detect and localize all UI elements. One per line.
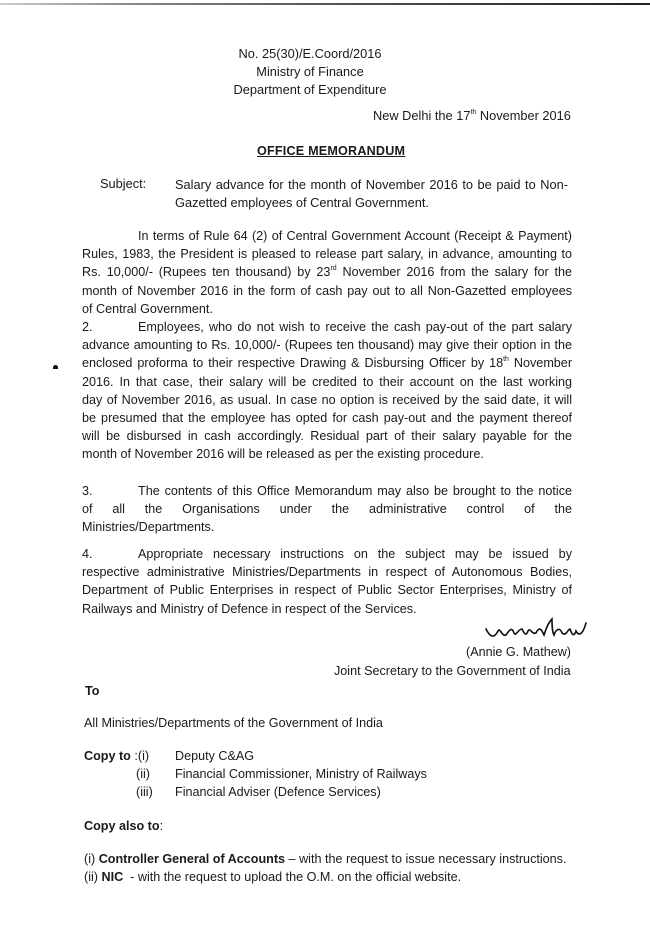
ministry-name: Ministry of Finance [256, 64, 364, 79]
para-text: The contents of this Office Memorandum may also be brought to the notice [138, 484, 572, 498]
copy-item-number: (ii) [84, 870, 102, 884]
to-label: To [85, 684, 100, 698]
copy-to-row [84, 749, 149, 763]
letterhead [230, 45, 390, 99]
para-line: Department of Public Enterprises in respect of Public Sector Enterprises, Ministry of [82, 583, 572, 598]
para-line: day of November 2016, as usual. In case no option is received by the said date, it will [82, 392, 572, 407]
handwritten-signature [482, 615, 592, 645]
para-text: In terms of Rule 64 (2) of Central Government Account (Receipt & Payment) [138, 229, 572, 243]
para-line [82, 227, 572, 245]
date-day: New Delhi the 17 [373, 108, 471, 123]
copy-also-to-heading [84, 819, 163, 833]
ordinal: rd [330, 265, 337, 273]
para-line: 2016. In that case, their salary will be credited to their account on the last working [82, 374, 572, 389]
issue-date [373, 108, 571, 123]
paragraph-3 [82, 482, 572, 537]
para-line: month of November 2016 will be released as per the existing procedure. [82, 447, 484, 462]
para-line: of Central Government. [82, 301, 213, 316]
paragraph-number: 2. [82, 320, 93, 334]
recipient-name: NIC [101, 870, 124, 884]
paragraph-2 [82, 318, 572, 464]
para-line: Rules, 1983, the President is pleased to release part salary, in advance, amounting to [82, 247, 572, 262]
para-line: month of November 2016 in the form of cash pay out to all Non-Gazetted employees [82, 283, 572, 298]
para-line: be presumed that the employee has opted for cash pay-out and the payment thereof [82, 411, 572, 426]
para-text: Rs. 10,000/- (Rupees ten thousand) by 23 [82, 265, 331, 280]
copy-also-to-separator: : [159, 819, 164, 833]
copy-item-number: (i) [137, 749, 150, 763]
addressee-line: All Ministries/Departments of the Government of India [84, 716, 383, 730]
subject-text: Salary advance for the month of November 2016 to be paid to Non-Gazetted employees of Central Government. [175, 177, 568, 210]
subject-label: Subject: [100, 176, 147, 191]
paragraph-4 [82, 545, 572, 618]
copy-to-item: Deputy C&AG [175, 749, 255, 763]
copy-to-item: Financial Commissioner, Ministry of Railways [175, 767, 427, 781]
copy-to-item: Financial Adviser (Defence Services) [175, 785, 381, 799]
copy-to-label: Copy to [84, 749, 131, 763]
department-name: Department of Expenditure [233, 82, 387, 97]
para-line [82, 482, 572, 500]
para-line [82, 545, 572, 563]
para-text: November [508, 356, 573, 371]
scan-top-edge [0, 3, 650, 5]
copy-also-to-label: Copy also to [84, 819, 160, 833]
signatory-designation: Joint Secretary to the Government of India [334, 664, 571, 678]
date-ordinal: th [470, 109, 477, 116]
para-line: respective administrative Ministries/Departments in respect of Autonomous Bodies, [82, 565, 572, 580]
para-line: will be disbursed in cash accordingly. Residual part of their salary payable for the [82, 429, 572, 444]
recipient-instruction: – with the request to issue necessary instructions. [285, 852, 567, 866]
ordinal: th [503, 356, 509, 364]
para-text: November 2016 from the salary for the [336, 265, 573, 280]
para-line [82, 318, 572, 336]
copy-also-to-item [84, 852, 566, 866]
recipient-name: Controller General of Accounts [98, 852, 286, 866]
punch-hole-mark [53, 365, 58, 369]
para-text: Employees, who do not wish to receive the cash pay-out of the part salary [138, 320, 572, 334]
para-line: of all the Organisations under the administrative control of the [82, 502, 572, 517]
copy-to-separator: : [130, 749, 138, 763]
paragraph-1 [82, 227, 572, 318]
copy-item-number: (iii) [136, 785, 153, 799]
copy-also-to-item [84, 870, 461, 884]
para-line: advance amounting to Rs. 10,000/- (Rupees ten thousand) may give their option in the [82, 338, 572, 353]
para-text: Appropriate necessary instructions on the subject may be issued by [138, 547, 572, 561]
reference-number: No. 25(30)/E.Coord/2016 [238, 46, 382, 61]
signatory-name: (Annie G. Mathew) [466, 645, 571, 659]
para-line [82, 354, 572, 372]
recipient-instruction: - with the request to upload the O.M. on the official website. [123, 870, 462, 884]
paragraph-number: 4. [82, 547, 93, 561]
memo-title: OFFICE MEMORANDUM [257, 144, 406, 158]
para-line: Ministries/Departments. [82, 520, 215, 535]
para-text: enclosed proforma to their respective Drawing & Disbursing Officer by 18 [82, 356, 504, 371]
date-month-year: November 2016 [476, 108, 571, 123]
para-line [82, 263, 572, 281]
copy-item-number: (ii) [136, 767, 150, 781]
copy-item-number: (i) [84, 852, 99, 866]
para-line: Railways and Ministry of Defence in respect of the Services. [82, 601, 417, 616]
paragraph-number: 3. [82, 484, 93, 498]
